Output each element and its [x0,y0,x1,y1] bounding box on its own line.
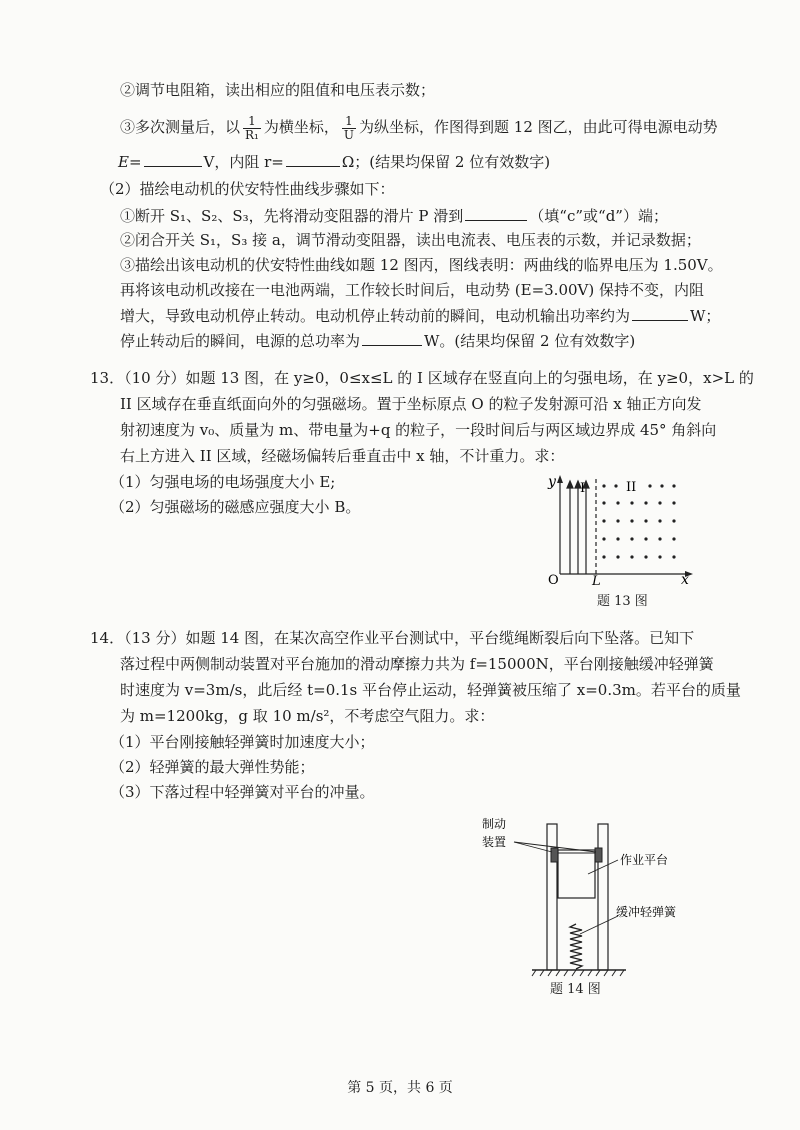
e-unit: V，内阻 r= [203,153,284,171]
y-axis-arrow [557,475,563,483]
region-1-label: I [580,481,586,496]
right-brake [595,848,602,862]
step3-prefix: ③多次测量后，以 [120,118,241,136]
emf-blank[interactable] [144,151,202,167]
left-brake [551,848,558,862]
part2-step1 [120,205,668,226]
right-rail [598,824,608,970]
part2-line6-b: W。(结果均保留 2 位有效数字) [424,332,636,350]
brake-label-2: 装置 [482,835,507,849]
part2-line6 [120,330,635,351]
q14-line1: 14．（13 分）如题 14 图，在某次高空作业平台测试中，平台缆绳断裂后向下坠落。已知下 [90,629,695,647]
q13-line3: 射初速度为 v₀、质量为 m、带电量为+q 的粒子，一段时间后与两区域边界成 45° 角斜向 [120,421,717,439]
region-2-label: II [626,480,637,495]
q13-sub2: （2）匀强磁场的磁感应强度大小 B。 [110,498,361,516]
page-footer: 第 5 页，共 6 页 [347,1080,453,1096]
l-label: L [592,574,601,587]
step3-suffix: 为纵坐标，作图得到题 12 图乙，由此可得电源电动势 [359,118,718,136]
q14-caption: 题 14 图 [550,982,601,997]
step3-mid: 为横坐标， [263,118,339,136]
part2-step3: ③描绘出该电动机的伏安特性曲线如题 12 图丙，图线表明：两曲线的临界电压为 1.50V。 [120,256,723,274]
step3-line [120,112,718,142]
frac-y-axis [342,115,356,142]
x-axis-label: x [681,572,689,587]
q14-line4: 为 m=1200kg，g 取 10 m/s²，不考虑空气阻力。求： [120,707,495,725]
resistance-blank[interactable] [286,151,340,167]
frac-x-num: 1 [243,115,261,129]
part2-step1-a: ①断开 S₁、S₂、S₃，先将滑动变阻器的滑片 P 滑到 [120,207,464,225]
answer-line [118,151,550,172]
q14-sub3: （3）下落过程中轻弹簧对平台的冲量。 [110,783,375,801]
q14-figure [470,812,710,982]
step2-text: ②调节电阻箱，读出相应的阻值和电压表示数； [120,81,436,99]
part2-line5-a: 增大，导致电动机停止转动。电动机停止转动前的瞬间，电动机输出功率约为 [120,307,631,325]
part2-line4: 再将该电动机改接在一电池两端，工作较长时间后，电动势 (E=3.00V) 保持不变，内阻 [120,281,704,299]
q13-caption: 题 13 图 [597,594,648,609]
part2-step1-b: （填“c”或“d”）端； [529,207,668,225]
frac-x-den: R₁ [245,127,259,142]
q13-line2: II 区域存在垂直纸面向外的匀强磁场。置于坐标原点 O 的粒子发射源可沿 x 轴正方向发 [120,395,702,413]
frac-x-axis [243,115,261,142]
r-unit: Ω；(结果均保留 2 位有效数字) [341,153,551,171]
spring-label: 缓冲轻弹簧 [616,905,677,919]
q14-sub1: （1）平台刚接触轻弹簧时加速度大小； [110,733,375,751]
work-platform [558,850,595,898]
q13-line4: 右上方进入 II 区域，经磁场偏转后垂直击中 x 轴，不计重力。求： [120,447,565,465]
buffer-spring [570,924,582,969]
frac-y-num: 1 [342,115,356,129]
y-axis-label: y [548,474,556,490]
e-label: E= [118,153,142,171]
part2-step2: ②闭合开关 S₁，S₃ 接 a，调节滑动变阻器，读出电流表、电压表的示数，并记录数据； [120,231,701,249]
part2-line6-a: 停止转动后的瞬间，电源的总功率为 [120,332,361,350]
q14-line3: 时速度为 v=3m/s，此后经 t=0.1s 平台停止运动，轻弹簧被压缩了 x=0.3m。若平台的质量 [120,681,741,699]
magnetic-field-dots [602,484,675,558]
electric-field-lines [567,481,589,574]
part2-line5 [120,305,720,326]
q13-line1: 13．（10 分）如题 13 图，在 y≥0，0≤x≤L 的 I 区域存在竖直向上的匀强电场，在 y≥0，x>L 的 [90,369,754,387]
q13-sub1: （1）匀强电场的电场强度大小 E; [110,473,336,491]
frac-y-den: U [343,127,355,142]
terminal-blank[interactable] [465,205,527,221]
output-power-blank[interactable] [632,305,688,321]
q13-figure [540,472,700,587]
part2-title: （2）描绘电动机的伏安特性曲线步骤如下： [100,180,395,198]
platform-label: 作业平台 [620,853,669,867]
brake-label-1: 制动 [482,817,507,831]
total-power-blank[interactable] [362,330,422,346]
part2-line5-b: W； [690,307,721,325]
q14-line2: 落过程中两侧制动装置对平台施加的滑动摩擦力共为 f=15000N，平台刚接触缓冲轻弹簧 [120,655,714,673]
q14-sub2: （2）轻弹簧的最大弹性势能； [110,758,315,776]
origin-label: O [548,573,559,587]
